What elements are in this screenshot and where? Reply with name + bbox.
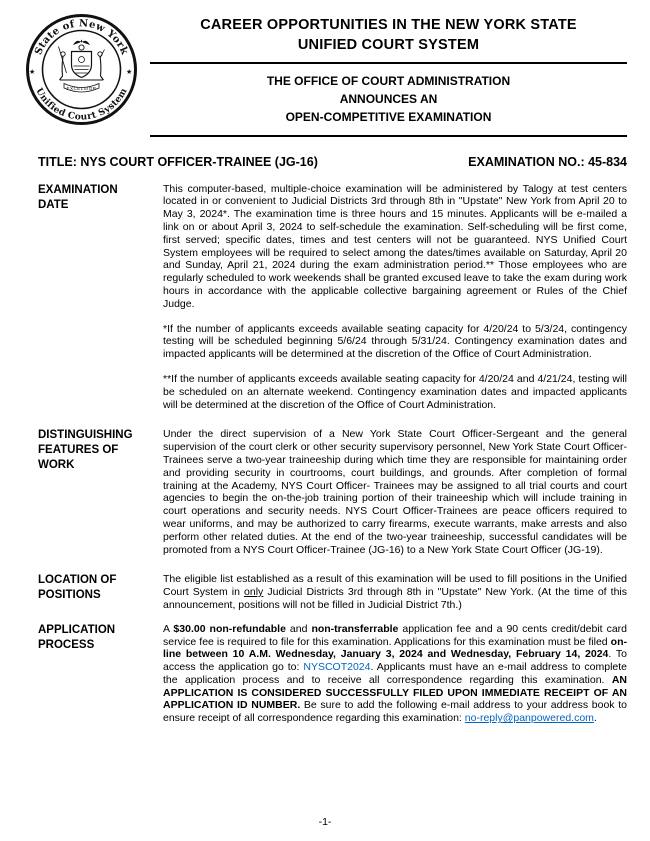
seal-star-left-icon: ★ (29, 69, 36, 76)
court-seal (25, 13, 138, 126)
section-label-application-process: APPLICATION PROCESS (38, 623, 116, 651)
contingency-footnote-2: **If the number of applicants exceeds available seating capacity for 4/20/24 and 4/21/24, testing will be scheduled on an alternate weekend. Contingency examination dates and impacted applicants will be determined at the discretion of the Office of Court Administration. (163, 372, 627, 411)
section-body-examination-date (163, 183, 627, 412)
nyscot2024-link[interactable]: NYSCOT2024 (303, 661, 371, 674)
document-title-line1: CAREER OPPORTUNITIES IN THE NEW YORK STATE (200, 17, 577, 33)
text-run-bold: on-line between 10 A.M. Wednesday, January 3, 2024 and Wednesday, February 14, 2024 (163, 635, 627, 661)
document-body (38, 183, 627, 725)
text-run-bold: $30.00 non-refundable (173, 622, 286, 635)
location-of-positions-paragraph (163, 573, 627, 611)
text-run: . (593, 712, 597, 725)
section-location-of-positions (38, 573, 627, 611)
text-run-underlined: only (244, 586, 264, 599)
document-title-line2: UNIFIED COURT SYSTEM (297, 37, 480, 54)
header-divider-bottom (150, 135, 627, 137)
text-run: The eligible list established as a result of this examination will be used to fill positions in the Unified Court System in (163, 573, 627, 599)
text-run: A (163, 622, 174, 635)
text-run: Judicial Districts 3rd through 8th in "Upstate" New York. (At the time of this announcement, positions will not be filled in Judicial District 7th.) (163, 586, 627, 611)
section-body-application-process (163, 623, 627, 725)
header-divider-top (150, 62, 627, 64)
text-run: . Applicants must have an e-mail address to complete the application process and to receive all correspondence regarding this examination. (163, 661, 627, 686)
subtitle-line2: ANNOUNCES AN (339, 91, 438, 106)
examination-date-paragraph: This computer-based, multiple-choice examination will be administered by Talogy at test centers located in or convenient to Judicial Districts 3rd through 8th in "Upstate" New York from April 20 to May 3, 2024*. The examination time is three hours and 15 minutes. Applicants will be e-mailed a link on or about April 3, 2024 to self-schedule the examination. Self-scheduling will be first come, first served; specific dates, times and test centers will not be guaranteed. NYS Unified Court System employees will be required to select among the dates/times available on Saturday, April 20 and Sunday, April 21, 2024 during the exam administration period.** Those employees who are regularly scheduled to work weekends shall be granted excused leave to take the exam during work hours in accordance with the applicable collective bargaining agreement or Rules of the Chief Judge. (163, 182, 627, 310)
exam-title: TITLE: NYS COURT OFFICER-TRAINEE (JG-16) (38, 154, 318, 169)
seal-star-right-icon: ★ (126, 69, 133, 76)
shield-icon (72, 52, 92, 78)
page-number: -1- (318, 816, 332, 828)
section-distinguishing-features (38, 428, 627, 556)
exam-number: EXAMINATION NO.: 45-834 (468, 154, 627, 169)
title-row (38, 155, 627, 169)
text-run: Be sure to add the following e-mail address to your address book to ensure receipt of all correspondence regarding this examination: (163, 699, 627, 725)
section-examination-date (38, 183, 627, 412)
section-body-distinguishing-features (163, 428, 627, 556)
seal-bottom-text: Unified Court System (33, 86, 130, 123)
seal-top-text: State of New York (33, 18, 130, 57)
noreply-email-link[interactable]: no-reply@panpowered.com (464, 712, 594, 725)
text-run: and (285, 622, 312, 635)
header (150, 0, 627, 137)
document-title (150, 15, 627, 56)
section-body-location-of-positions (163, 573, 627, 611)
text-run: application fee and a 90 cents credit/debit card service fee is required to file for this examination. Applications for this examination must be filed (163, 622, 627, 648)
subtitle-line1: THE OFFICE OF COURT ADMINISTRATION (266, 73, 511, 88)
section-label-examination-date: EXAMINATION DATE (38, 183, 118, 211)
section-label-distinguishing-features: DISTINGUISHING FEATURES OF WORK (38, 429, 133, 472)
section-label-location-of-positions: LOCATION OF POSITIONS (38, 574, 117, 602)
section-application-process (38, 623, 627, 725)
announcement-subtitle (150, 72, 627, 126)
subtitle-line3: OPEN-COMPETITIVE EXAMINATION (285, 109, 492, 124)
distinguishing-features-paragraph: Under the direct supervision of a New York State Court Officer-Sergeant and the general supervision of the court clerk or other security supervisory personnel, New York State Court Officer-Trainees serve a two-year traineeship during which time they are responsible for maintaining order and providing security in courtrooms, court buildings, and grounds. After completion of formal training at the Academy, NYS Court Officer- Trainees may be assigned to all trial courts and court agencies to begin the on-the-job training portion of their traineeship which will include training in court operations and security needs. NYS Court Officer-Trainees are peace officers required to wear uniforms, and may be authorized to carry firearms, execute warrants, make arrests and also perform other related duties. At the end of the two-year traineeship, successful candidates will be promoted from a NYS Court Officer-Trainee (JG-16) to a New York State Court Officer (JG-19). (163, 428, 627, 556)
text-run-bold: non-transferrable (311, 622, 399, 635)
text-run-bold: AN APPLICATION IS CONSIDERED SUCCESSFULLY FILED UPON IMMEDIATE RECEIPT OF AN APPLICATION ID NUMBER. (163, 673, 627, 712)
motto-text: EXCELSIOR (66, 85, 97, 91)
contingency-footnote-1: *If the number of applicants exceeds available seating capacity for 4/20/24 to 5/3/24, contingency testing will be scheduled beginning 5/6/24 through 5/31/24. Contingency examination dates and impacted applicants will be determined at the discretion of the Office of Court Administration. (163, 322, 627, 361)
state-seal-svg (25, 13, 138, 126)
text-run: . To access the application go to: (163, 648, 627, 674)
application-process-paragraph (163, 623, 627, 725)
